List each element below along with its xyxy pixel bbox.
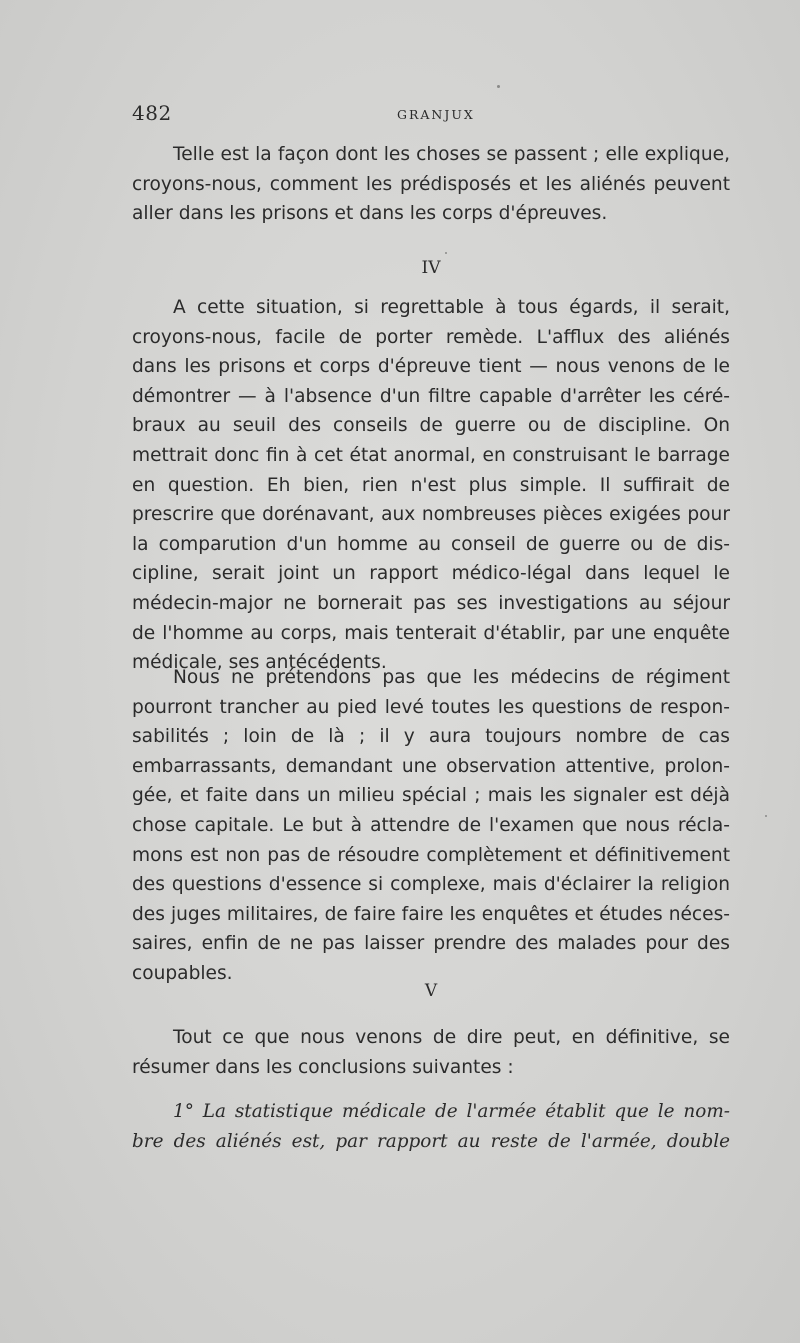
text-line: de l'homme au corps, mais tenterait d'établir, par une enquête — [132, 622, 730, 644]
paragraph-1 — [132, 140, 730, 229]
paper-fleck — [497, 85, 500, 88]
text-line: Nous ne prétendons pas que les médecins de régiment — [173, 667, 730, 688]
text-line: coupables. — [132, 962, 233, 984]
text-line: prescrire que dorénavant, aux nombreuses pièces exigées pour — [132, 504, 730, 526]
text-line: des juges militaires, de faire faire les enquêtes et études néces- — [132, 903, 730, 925]
text-line: Tout ce que nous venons de dire peut, en définitive, se — [173, 1027, 730, 1048]
paper-fleck — [445, 252, 447, 254]
page-number: 482 — [132, 101, 172, 125]
text-line: croyons-nous, comment les prédisposés et les aliénés peuvent — [132, 173, 730, 195]
text-line: saires, enfin de ne pas laisser prendre des malades pour des — [132, 933, 730, 955]
paragraph-3 — [132, 663, 730, 989]
text-line: gée, et faite dans un milieu spécial ; mais les signaler est déjà — [132, 785, 730, 807]
text-line: chose capitale. Le but à attendre de l'examen que nous récla- — [132, 814, 730, 836]
text-line: démontrer — à l'absence d'un filtre capable d'arrêter les céré- — [132, 385, 730, 407]
running-head: GRANJUX — [397, 107, 475, 122]
text-line: en question. Eh bien, rien n'est plus simple. Il suffirait de — [132, 474, 730, 496]
text-line: médecin-major ne bornerait pas ses investigations au séjour — [132, 592, 730, 614]
text-line: résumer dans les conclusions suivantes : — [132, 1056, 514, 1078]
text-line: cipline, serait joint un rapport médico-légal dans lequel le — [132, 563, 730, 585]
page-header — [132, 101, 730, 129]
text-line: Telle est la façon dont les choses se passent ; elle explique, — [173, 144, 730, 165]
text-line: A cette situation, si regrettable à tous égards, il serait, — [173, 297, 730, 318]
text-line: mettrait donc fin à cet état anormal, en construisant le barrage — [132, 444, 730, 466]
paragraph-2 — [132, 293, 730, 678]
section-heading-iv: IV — [421, 258, 441, 278]
paper-fleck — [765, 815, 767, 817]
text-line: pourront trancher au pied levé toutes les questions de respon- — [132, 696, 730, 718]
text-line: braux au seuil des conseils de guerre ou de discipline. On — [132, 415, 730, 437]
paragraph-5 — [132, 1097, 730, 1156]
text-line: des questions d'essence si complexe, mais d'éclairer la religion — [132, 874, 730, 896]
paragraph-4 — [132, 1023, 730, 1082]
text-line: 1° La statistique médicale de l'armée établit que le nom- — [173, 1101, 730, 1122]
text-line: aller dans les prisons et dans les corps d'épreuves. — [132, 203, 608, 225]
text-line: la comparution d'un homme au conseil de guerre ou de dis- — [132, 533, 730, 555]
text-line: dans les prisons et corps d'épreuve tient — nous venons de le — [132, 356, 730, 378]
text-line: bre des aliénés est, par rapport au reste de l'armée, double — [132, 1130, 730, 1152]
section-heading-v: V — [424, 981, 438, 1001]
text-line: croyons-nous, facile de porter remède. L'afflux des aliénés — [132, 326, 730, 348]
text-line: médicale, ses antécédents. — [132, 652, 387, 674]
text-line: sabilités ; loin de là ; il y aura toujours nombre de cas — [132, 726, 730, 748]
text-line: mons est non pas de résoudre complètement et définitivement — [132, 844, 730, 866]
text-line: embarrassants, demandant une observation attentive, prolon- — [132, 755, 730, 777]
